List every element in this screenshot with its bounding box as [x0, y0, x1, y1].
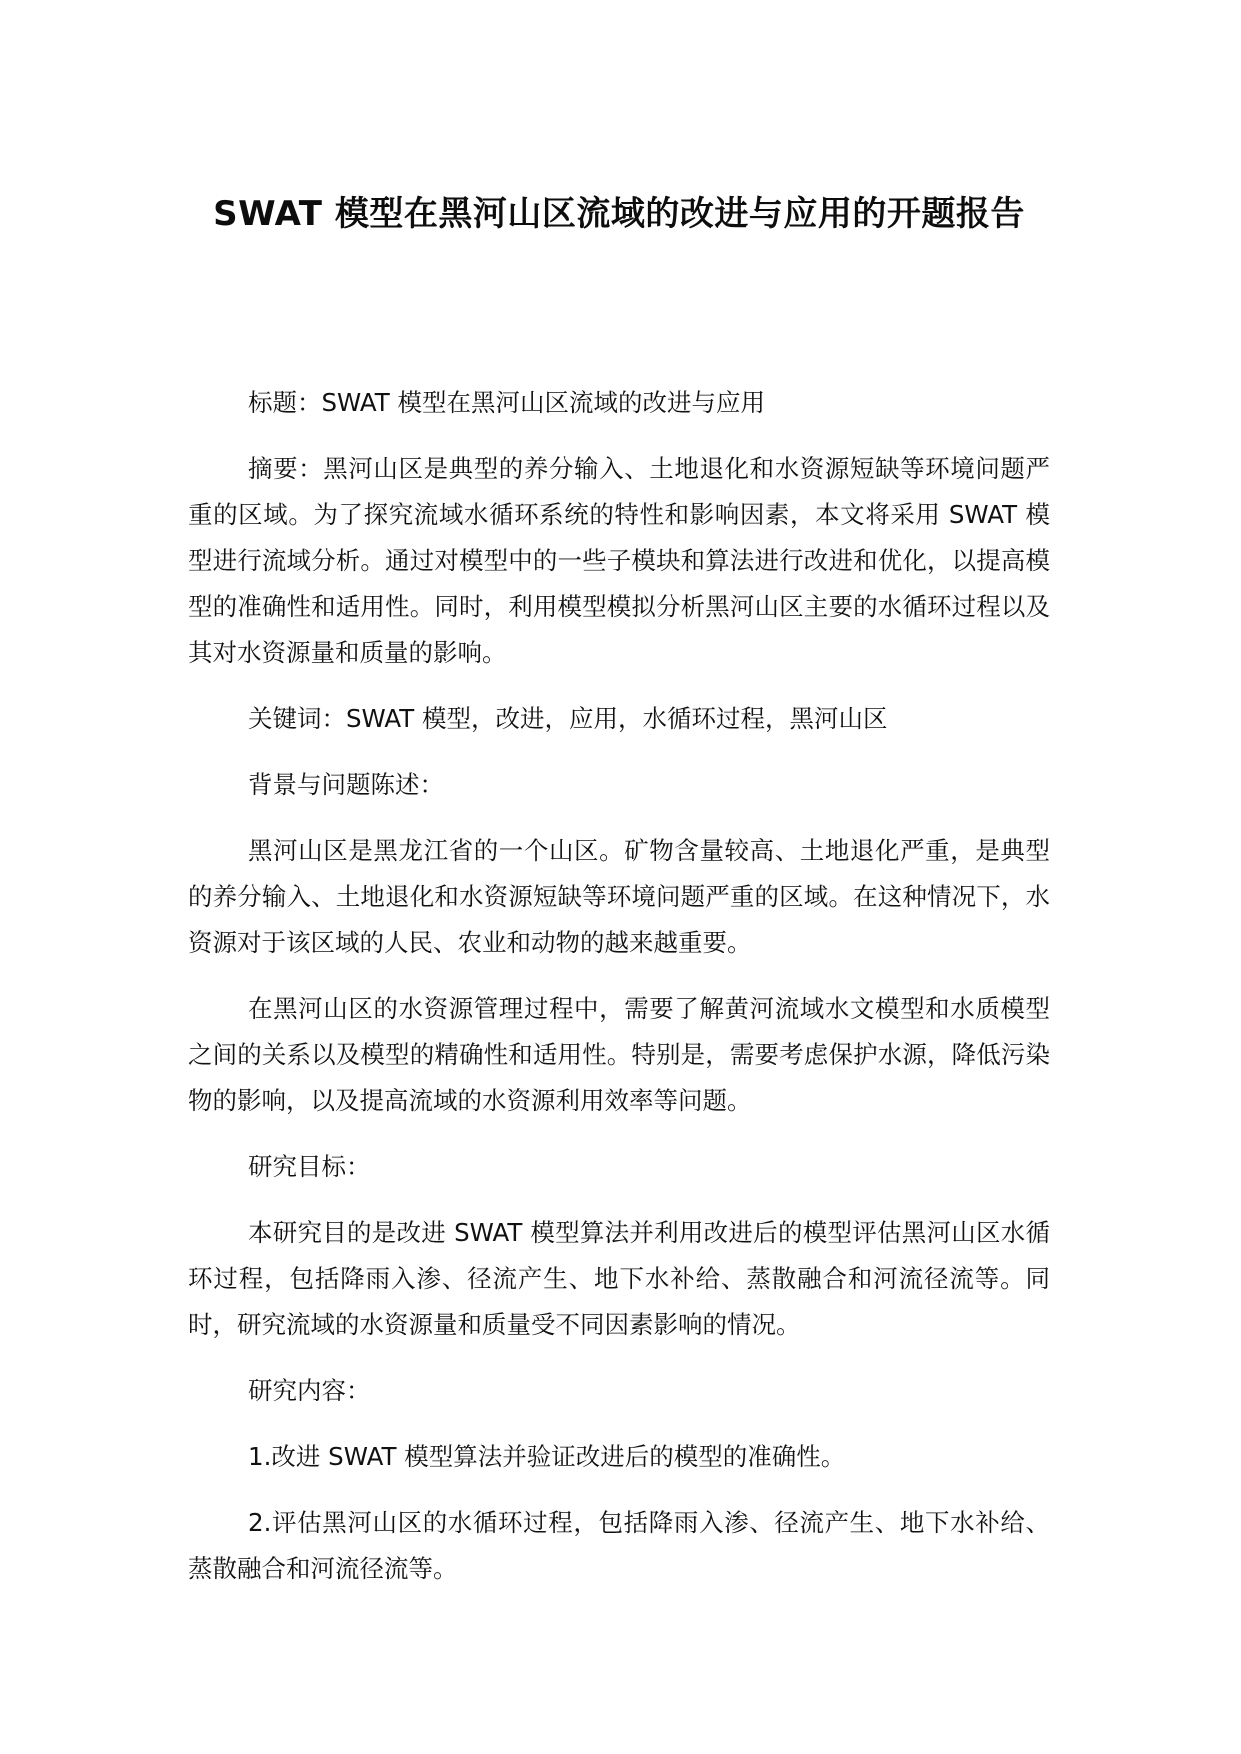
paragraph-title-line: 标题：SWAT 模型在黑河山区流域的改进与应用 [248, 388, 766, 417]
heading-objectives: 研究目标： [248, 1152, 371, 1181]
heading-content: 研究内容： [248, 1376, 371, 1405]
paragraph-background-2: 在黑河山区的水资源管理过程中，需要了解黄河流域水文模型和水质模型之间的关系以及模型的精确性和适用性。特别是，需要考虑保护水源，降低污染物的影响，以及提高流域的水资源利用效率等问题。 [188, 994, 1050, 1115]
paragraph-abstract: 摘要：黑河山区是典型的养分输入、土地退化和水资源短缺等环境问题严重的区域。为了探究流域水循环系统的特性和影响因素，本文将采用 SWAT 模型进行流域分析。通过对模型中的一些子模块和算法进行改进和优化，以提高模型的准确性和适用性。同时，利用模型模拟分析黑河山区主要的水循环过程以及其对水资源量和质量的影响。 [188, 454, 1050, 667]
paragraph-keywords: 关键词：SWAT 模型，改进，应用，水循环过程，黑河山区 [248, 704, 888, 733]
list-item-content-2: 2.评估黑河山区的水循环过程，包括降雨入渗、径流产生、地下水补给、蒸散融合和河流径流等。 [188, 1508, 1050, 1583]
heading-background: 背景与问题陈述： [248, 770, 444, 799]
paragraph-background-1: 黑河山区是黑龙江省的一个山区。矿物含量较高、土地退化严重，是典型的养分输入、土地退化和水资源短缺等环境问题严重的区域。在这种情况下，水资源对于该区域的人民、农业和动物的越来越重要。 [188, 836, 1050, 957]
document-body [188, 380, 1050, 1612]
list-item-content-1: 1.改进 SWAT 模型算法并验证改进后的模型的准确性。 [248, 1442, 846, 1471]
paragraph-objectives: 本研究目的是改进 SWAT 模型算法并利用改进后的模型评估黑河山区水循环过程，包括降雨入渗、径流产生、地下水补给、蒸散融合和河流径流等。同时，研究流域的水资源量和质量受不同因素影响的情况。 [188, 1218, 1050, 1339]
document-title: SWAT 模型在黑河山区流域的改进与应用的开题报告 [213, 194, 1025, 234]
